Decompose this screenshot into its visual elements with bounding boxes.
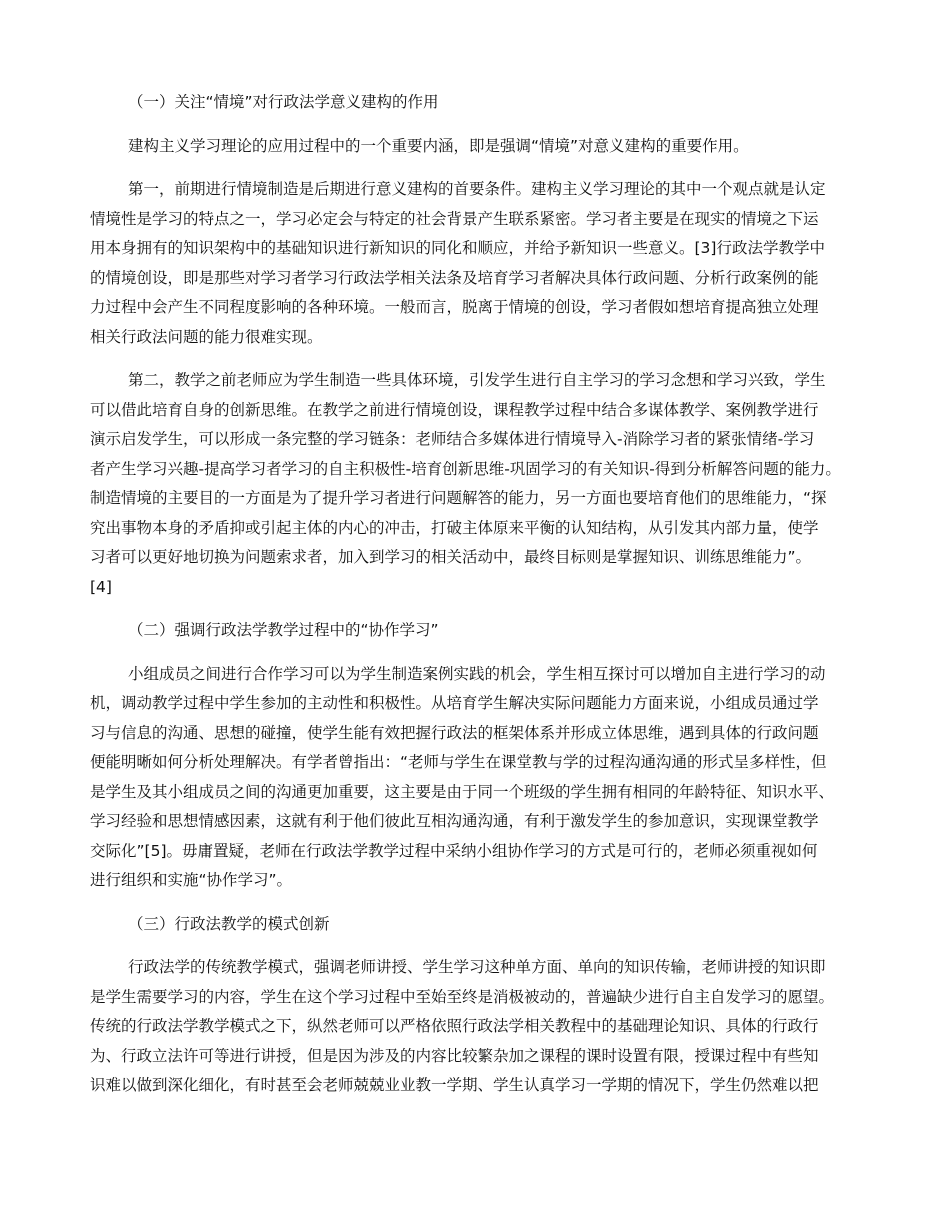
paragraph-line: 识难以做到深化细化，有时甚至会老师兢兢业业教一学期、学生认真学习一学期的情况下，学生仍然难以把 (90, 1076, 819, 1094)
paragraph-line: 行政法学的传统教学模式，强调老师讲授、学生学习这种单方面、单向的知识传输，老师讲授的知识即 (128, 958, 826, 976)
paragraph-line: 情境性是学习的特点之一，学习必定会与特定的社会背景产生联系紧密。学习者主要是在现实的情境之下运 (90, 209, 819, 228)
paragraph-5 (90, 953, 870, 1101)
paragraph-line: 第二，教学之前老师应为学生制造一些具体环境，引发学生进行自主学习的学习念想和学习兴致，学生 (128, 371, 826, 389)
paragraph-line: 是学生需要学习的内容，学生在这个学习过程中至始至终是消极被动的，普遍缺少进行自主自发学习的愿望。 (90, 987, 835, 1006)
paragraph-line: 小组成员之间进行合作学习可以为学生制造案例实践的机会，学生相互探讨可以增加自主进行学习的动 (128, 664, 826, 683)
paragraph-line: 便能明晰如何分析处理解决。有学者曾指出：“老师与学生在课堂教与学的过程沟通沟通的形式呈多样性，但 (90, 753, 827, 771)
paragraph-line: 的情境创设，即是那些对学习者学习行政法学相关法条及培育学习者解决具体行政问题、分析行政案例的能 (90, 268, 819, 287)
paragraph-line: 是学生及其小组成员之间的沟通更加重要，这主要是由于同一个班级的学生拥有相同的年龄特征、知识水平、 (90, 782, 835, 801)
paragraph-3 (90, 366, 870, 602)
section-heading-1: （一）关注“情境”对行政法学意义建构的作用 (128, 93, 439, 111)
paragraph-line: 习者可以更好地切换为问题索求者，加入到学习的相关活动中，最终目标则是掌握知识、训练思维能力”。 (90, 548, 812, 566)
paragraph-line: 交际化”[5]。毋庸置疑，老师在行政法学教学过程中采纳小组协作学习的方式是可行的，老师必须重视如何 (90, 841, 818, 860)
paragraph-line: 制造情境的主要目的一方面是为了提升学习者进行问题解答的能力，另一方面也要培育他们的思维能力，“探 (90, 489, 827, 507)
paragraph-line: 力过程中会产生不同程度影响的各种环境。一般而言，脱离于情境的创设，学习者假如想培育提高独立处理 (90, 298, 819, 316)
paragraph-2 (90, 175, 870, 352)
paragraph-line: 习与信息的沟通、思想的碰撞，使学生能有效把握行政法的框架体系并形成立体思维，遇到具体的行政问题 (90, 723, 819, 742)
paragraph-line: 学习经验和思想情感因素，这就有利于他们彼此互相沟通沟通，有利于激发学生的参加意识，实现课堂教学 (90, 812, 819, 830)
paragraph-line: 第一，前期进行情境制造是后期进行意义建构的首要条件。建构主义学习理论的其中一个观点就是认定 (128, 180, 826, 198)
paragraph-line: 究出事物本身的矛盾抑或引起主体的内心的冲击，打破主体原来平衡的认知结构，从引发其内部力量，使学 (90, 518, 819, 537)
paragraph-1 (90, 132, 870, 162)
paragraph-line: 可以借此培育自身的创新思维。在教学之前进行情境创设，课程教学过程中结合多谋体教学、案例教学进行 (90, 400, 819, 419)
paragraph-line: 建构主义学习理论的应用过程中的一个重要内涵，即是强调“情境”对意义建构的重要作用。 (128, 136, 749, 155)
section-heading-2: （二）强调行政法学教学过程中的“协作学习” (128, 621, 439, 639)
paragraph-line: 用本身拥有的知识架构中的基础知识进行新知识的同化和顺应，并给予新知识一些意义。[3]行政法学教学中 (90, 239, 825, 257)
paragraph-line: 者产生学习兴趣-提高学习者学习的自主积极性-培育创新思维-巩固学习的有关知识-得到分析解答问题的能力。 (90, 459, 841, 478)
paragraph-line: 传统的行政法学教学模式之下，纵然老师可以严格依照行政法学相关教程中的基础理论知识、具体的行政行 (90, 1017, 819, 1035)
paragraph-line: 演示启发学生，可以形成一条完整的学习链条：老师结合多媒体进行情境导入-消除学习者的紧张情绪-学习 (90, 430, 815, 448)
paragraph-line: 机，调动教学过程中学生参加的主动性和积极性。从培育学生解决实际问题能力方面来说，小组成员通过学 (90, 694, 819, 712)
paragraph-line: 为、行政立法许可等进行讲授，但是因为涉及的内容比较繁杂加之课程的课时设置有限，授课过程中有些知 (90, 1046, 819, 1065)
section-heading-3: （三）行政法教学的模式创新 (128, 914, 330, 933)
paragraph-4 (90, 660, 870, 896)
paragraph-line: 相关行政法问题的能力很难实现。 (90, 327, 323, 346)
paragraph-line: [4] (90, 577, 112, 596)
document-page (90, 88, 870, 1101)
paragraph-line: 进行组织和实施“协作学习”。 (90, 871, 293, 889)
